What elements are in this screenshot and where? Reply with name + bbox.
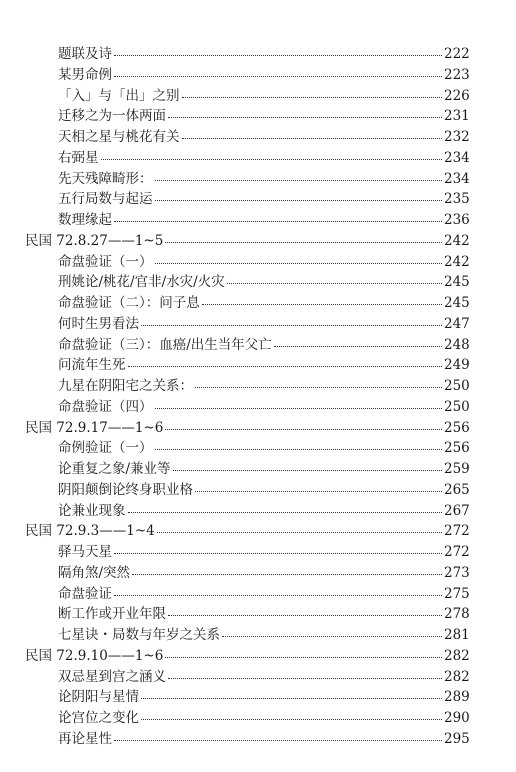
dot-leader <box>227 283 442 284</box>
toc-section-entry[interactable] <box>0 231 516 252</box>
toc-entry-page-number: 282 <box>444 647 470 664</box>
toc-entry-page-number: 234 <box>444 149 470 166</box>
toc-entry-page-number: 231 <box>444 108 470 125</box>
toc-entry-title: 双忌星到宫之涵义 <box>58 668 166 685</box>
dot-leader <box>155 180 443 181</box>
dot-leader <box>202 304 442 305</box>
toc-entry-title: 何时生男看法 <box>58 315 139 332</box>
toc-entry[interactable] <box>0 127 516 148</box>
toc-section-entry[interactable] <box>0 646 516 667</box>
toc-entry-title: 七星诀・局数与年岁之关系 <box>58 627 220 643</box>
toc-entry[interactable] <box>0 86 516 107</box>
toc-entry-page-number: 281 <box>444 627 470 643</box>
toc-entry-page-number: 235 <box>444 191 470 208</box>
toc-entry-title: 迁移之为一体两面 <box>58 108 166 125</box>
dot-leader <box>168 117 442 118</box>
toc-entry-page-number: 275 <box>444 585 470 602</box>
toc-entry-page-number: 295 <box>444 730 470 747</box>
toc-entry-title: 论兼业现象 <box>58 502 126 519</box>
dot-leader <box>168 678 442 679</box>
dot-leader <box>195 387 442 388</box>
toc-entry-title: 命盘验证（一） <box>58 253 153 270</box>
toc-entry-page-number: 282 <box>444 668 470 685</box>
toc-entry[interactable] <box>0 397 516 418</box>
dot-leader <box>128 512 443 513</box>
toc-entry-page-number: 248 <box>444 336 470 353</box>
dot-leader <box>165 242 442 243</box>
toc-entry[interactable] <box>0 376 516 397</box>
toc-entry[interactable] <box>0 604 516 625</box>
toc-entry[interactable] <box>0 210 516 231</box>
toc-entry-title: 右弼星 <box>58 149 99 166</box>
dot-leader <box>173 470 442 471</box>
dot-leader <box>114 553 442 554</box>
dot-leader <box>114 55 442 56</box>
toc-entry-page-number: 259 <box>444 461 470 477</box>
dot-leader <box>101 159 443 160</box>
toc-entry-title: 民国 72.8.27——1~5 <box>25 232 164 249</box>
toc-entry-title: 驿马天星 <box>58 544 112 560</box>
toc-entry[interactable] <box>0 314 516 335</box>
toc-entry-title: 命盘验证（三）：血癌/出生当年父亡 <box>58 336 272 353</box>
toc-entry-title: 刑姚论/桃花/官非/水灾/火灾 <box>58 274 225 291</box>
toc-entry-title: 题联及诗 <box>58 46 112 62</box>
dot-leader <box>165 429 442 430</box>
toc-entry[interactable] <box>0 708 516 729</box>
toc-entry-page-number: 278 <box>444 606 470 623</box>
table-of-contents <box>0 44 516 750</box>
toc-entry-page-number: 223 <box>444 66 470 83</box>
toc-entry-title: 某男命例 <box>58 66 112 83</box>
dot-leader <box>157 532 442 533</box>
toc-entry-page-number: 273 <box>444 564 470 581</box>
dot-leader <box>182 97 443 98</box>
dot-leader <box>155 408 443 409</box>
toc-entry[interactable] <box>0 625 516 646</box>
toc-entry-page-number: 250 <box>444 398 470 415</box>
toc-entry-title: 「入」与「出」之别 <box>58 87 180 104</box>
toc-entry[interactable] <box>0 667 516 688</box>
dot-leader <box>155 263 443 264</box>
dot-leader <box>114 740 442 741</box>
dot-leader <box>222 636 442 637</box>
toc-entry-page-number: 242 <box>444 253 470 270</box>
dot-leader <box>182 138 443 139</box>
toc-entry-title: 论重复之象/兼业等 <box>58 461 171 477</box>
toc-entry[interactable] <box>0 542 516 563</box>
toc-entry[interactable] <box>0 335 516 356</box>
toc-entry-title: 断工作或开业年限 <box>58 606 166 623</box>
toc-entry[interactable] <box>0 189 516 210</box>
dot-leader <box>114 595 442 596</box>
toc-entry[interactable] <box>0 584 516 605</box>
dot-leader <box>141 719 442 720</box>
toc-entry-page-number: 267 <box>444 502 470 519</box>
toc-entry-title: 五行局数与起运 <box>58 191 153 208</box>
toc-entry-page-number: 232 <box>444 129 470 145</box>
toc-entry-title: 问流年生死 <box>58 357 126 374</box>
toc-entry[interactable] <box>0 501 516 522</box>
dot-leader <box>141 325 442 326</box>
toc-entry-page-number: 250 <box>444 378 470 394</box>
toc-entry-page-number: 289 <box>444 689 470 706</box>
toc-entry[interactable] <box>0 44 516 65</box>
toc-entry[interactable] <box>0 480 516 501</box>
toc-entry-title: 命盘验证（四） <box>58 398 153 415</box>
toc-entry-title: 天相之星与桃花有关 <box>58 129 180 145</box>
toc-entry[interactable] <box>0 252 516 273</box>
toc-entry-title: 先天残障畸形： <box>58 170 153 187</box>
toc-entry-page-number: 256 <box>444 440 470 457</box>
toc-entry[interactable] <box>0 563 516 584</box>
toc-entry[interactable] <box>0 459 516 480</box>
toc-entry[interactable] <box>0 438 516 459</box>
dot-leader <box>114 221 442 222</box>
toc-section-entry[interactable] <box>0 418 516 439</box>
toc-entry-title: 民国 72.9.10——1~6 <box>25 647 164 664</box>
toc-entry-title: 论宫位之变化 <box>58 710 139 726</box>
toc-entry-page-number: 249 <box>444 357 470 374</box>
toc-entry-title: 命盘验证（二）：问子息 <box>58 295 200 311</box>
toc-entry-title: 命例验证（一） <box>58 440 153 457</box>
toc-entry-page-number: 236 <box>444 212 470 228</box>
dot-leader <box>155 449 443 450</box>
toc-entry-title: 隔角煞/突然 <box>58 564 131 581</box>
dot-leader <box>141 698 442 699</box>
toc-entry-title: 九星在阴阳宅之关系： <box>58 378 193 394</box>
toc-entry-page-number: 265 <box>444 481 470 498</box>
toc-section-entry[interactable] <box>0 521 516 542</box>
toc-entry-title: 论阴阳与星情 <box>58 689 139 706</box>
toc-entry[interactable] <box>0 65 516 86</box>
dot-leader <box>128 366 443 367</box>
dot-leader <box>274 346 442 347</box>
toc-entry-page-number: 272 <box>444 544 470 560</box>
toc-entry[interactable] <box>0 729 516 750</box>
dot-leader <box>114 76 442 77</box>
toc-entry-page-number: 290 <box>444 710 470 726</box>
toc-entry-page-number: 242 <box>444 232 470 249</box>
toc-entry-title: 命盘验证 <box>58 585 112 602</box>
toc-entry[interactable] <box>0 687 516 708</box>
toc-entry[interactable] <box>0 148 516 169</box>
toc-entry-page-number: 247 <box>444 315 470 332</box>
dot-leader <box>195 491 442 492</box>
toc-entry-title: 再论星性 <box>58 730 112 747</box>
dot-leader <box>155 200 443 201</box>
toc-entry[interactable] <box>0 272 516 293</box>
dot-leader <box>168 615 442 616</box>
toc-entry-page-number: 226 <box>444 87 470 104</box>
toc-entry-page-number: 272 <box>444 523 470 540</box>
toc-entry-title: 民国 72.9.17——1~6 <box>25 419 164 436</box>
dot-leader <box>132 574 442 575</box>
toc-entry-page-number: 245 <box>444 274 470 291</box>
toc-entry-title: 民国 72.9.3——1~4 <box>25 523 155 540</box>
toc-entry-page-number: 234 <box>444 170 470 187</box>
dot-leader <box>165 657 442 658</box>
toc-entry[interactable] <box>0 293 516 314</box>
toc-entry[interactable] <box>0 169 516 190</box>
toc-entry-page-number: 222 <box>444 46 470 62</box>
toc-entry-page-number: 245 <box>444 295 470 311</box>
toc-entry[interactable] <box>0 355 516 376</box>
toc-entry-page-number: 256 <box>444 419 470 436</box>
toc-entry-title: 阴阳颠倒论终身职业格 <box>58 481 193 498</box>
toc-entry[interactable] <box>0 106 516 127</box>
toc-entry-title: 数理缘起 <box>58 212 112 228</box>
